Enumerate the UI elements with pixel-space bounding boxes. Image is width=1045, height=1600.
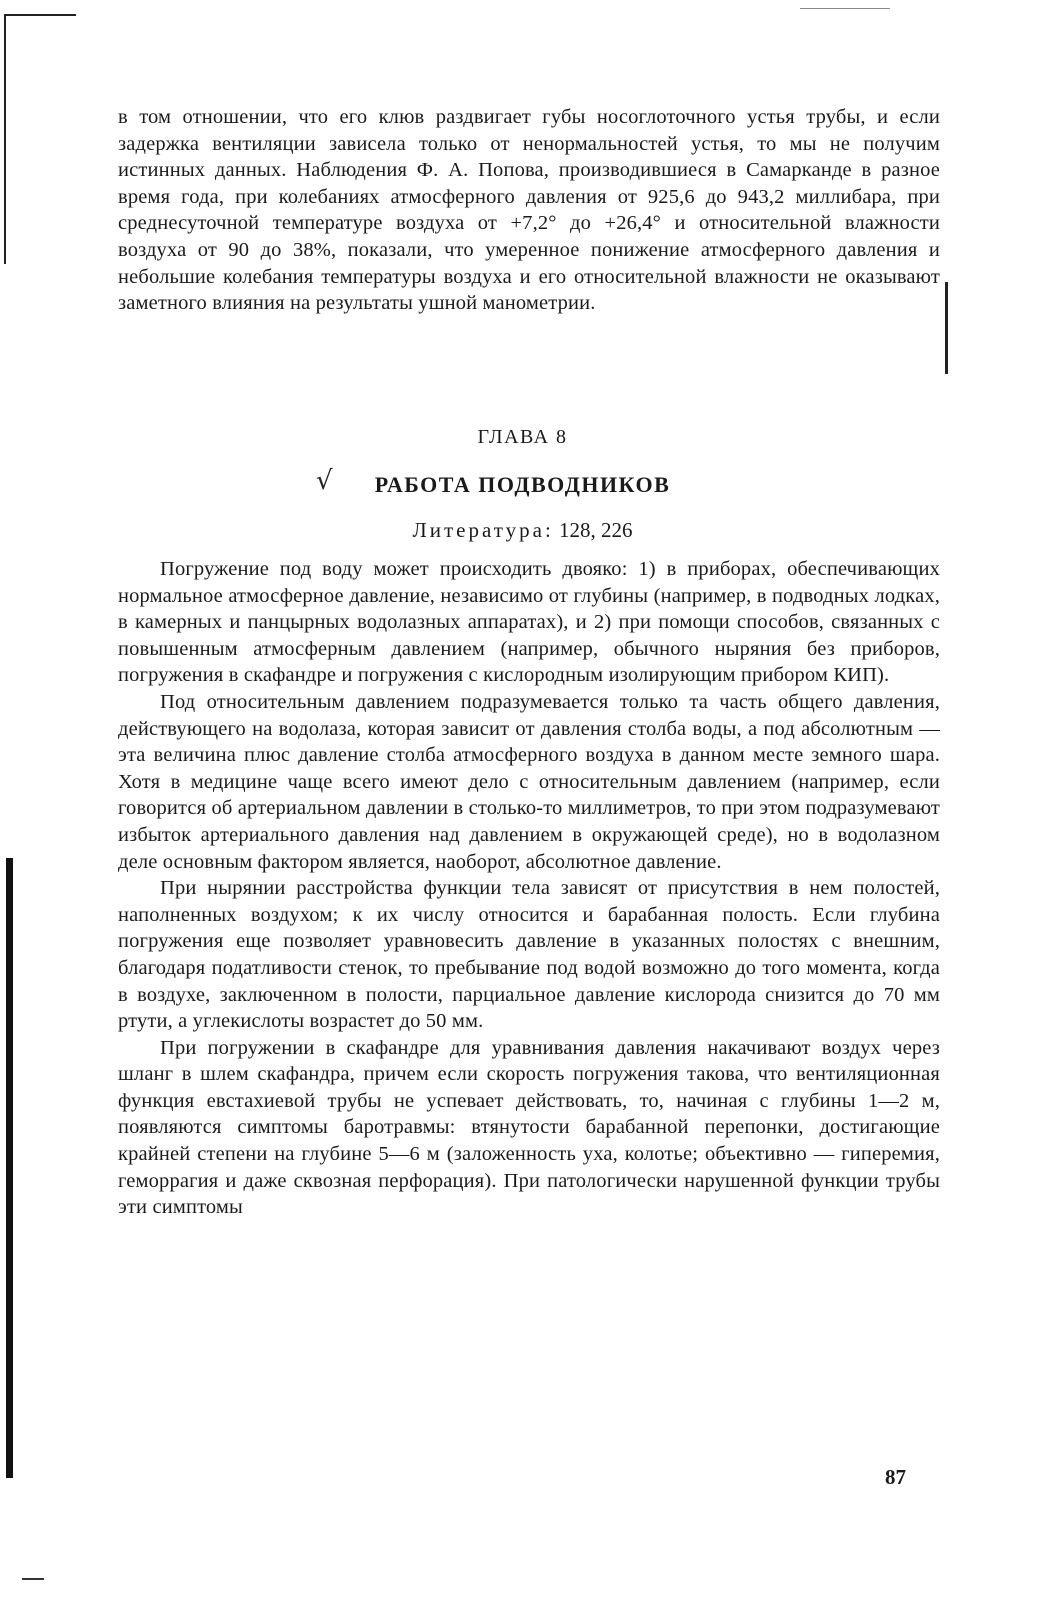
chapter-label: ГЛАВА 8	[477, 426, 568, 448]
literature-line	[0, 518, 1045, 543]
scan-border-top-right	[800, 8, 890, 9]
scan-bar-right	[945, 282, 948, 374]
top-paragraph: в том отношении, что его клюв раздвигает губы носоглоточного устья трубы, и если задержка вентиляции зависела только от ненормальностей устья, то мы не получим истинных данных. Наблюдения Ф. А. Попова, производившиеся в Самарканде в разное время года, при колебаниях атмосферного давления от 925,6 до 943,2 миллибара, при среднесуточной температуре воздуха от +7,2° до +26,4° и относительной влажности воздуха от 90 до 38%, показали, что умеренное понижение атмосферного давления и небольшие колебания температуры воздуха и его относительной влажности не оказывают заметного влияния на результаты ушной манометрии.	[118, 106, 940, 315]
scan-border-top-left	[4, 14, 76, 16]
page-number: 87	[885, 1465, 906, 1489]
scan-border-left	[4, 14, 6, 264]
paragraph-2: Под относительным давлением подразумевается только та часть общего давления, действующего на водолаза, которая зависит от давления столба воды, а под абсолютным — эта величина плюс давление столба атмосферного воздуха в данном месте земного шара. Хотя в медицине чаще всего имеют дело с относительным давлением (например, если говорится об артериальном давлении в столько-то миллиметров, то при этом подразумевают избыток артериального давления над давлением в окружающей среде), но в водолазном деле основным фактором является, наоборот, абсолютное давление.	[118, 690, 940, 873]
literature-label: Литература:	[412, 518, 554, 542]
top-paragraph-block	[118, 104, 940, 317]
scan-bar-left	[6, 858, 13, 1478]
chapter-title: РАБОТА ПОДВОДНИКОВ	[374, 472, 671, 497]
scan-mark-bottom	[22, 1578, 44, 1580]
paragraph-3: При нырянии расстройства функции тела зависят от присутствия в нем полостей, наполненных воздухом; к их числу относится и барабанная полость. Если глубина погружения еще позволяет уравновесить давление в указанных полостях с внешним, благодаря податливости стенок, то пребывание под водой возможно до того момента, когда в воздухе, заключенном в полости, парциальное давление кислорода снизится до 70 мм ртути, а углекислоты возрастет до 50 мм.	[118, 877, 940, 1033]
check-mark-icon: √	[316, 466, 333, 496]
paragraph-1: Погружение под воду может происходить двояко: 1) в приборах, обеспечивающих нормальное атмосферное давление, независимо от глубины (например, в подводных лодках, в камерных и панцырных водолазных аппаратах), и 2) при помощи способов, связанных с повышенным атмосферным давлением (например, обычного ныряния без приборов, погружения в скафандре и погружения с кислородным изолирующим прибором КИП).	[118, 558, 940, 687]
body-text-block	[118, 556, 940, 1221]
literature-refs: 128, 226	[559, 518, 633, 542]
paragraph-4: При погружении в скафандре для уравнивания давления накачивают воздух через шланг в шлем скафандра, причем если скорость погружения такова, что вентиляционная функция евстахиевой трубы не успевает действовать, то, начиная с глубины 1—2 м, появляются симптомы баротравмы: втянутости барабанной перепонки, достигающие крайней степени на глубине 5—6 м (заложенность уха, колотье; объективно — гиперемия, геморрагия и даже сквозная перфорация). При патологически нарушенной функции трубы эти симптомы	[118, 1036, 940, 1219]
